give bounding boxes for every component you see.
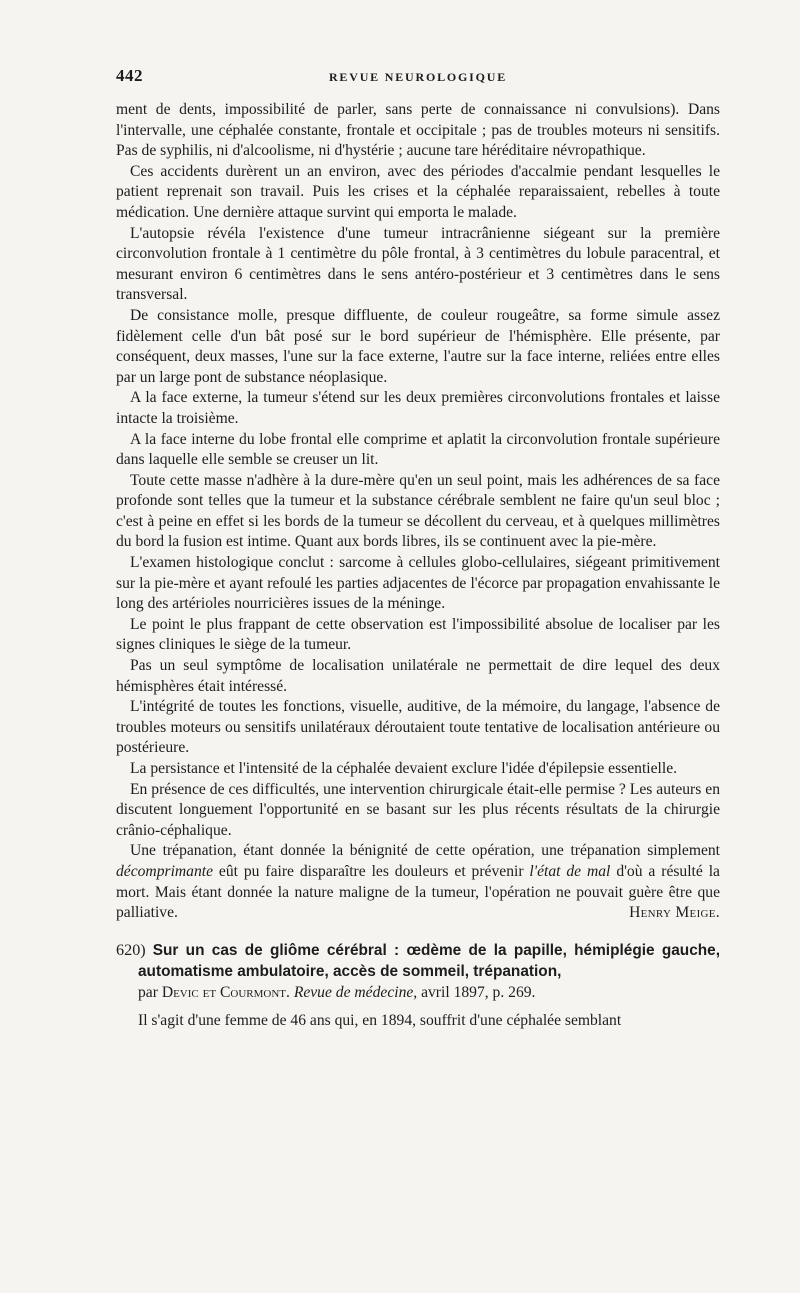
text-run: d'où a résulté la mort. Mais étant donnée la nature maligne de la tumeur, l'opération ne pouvait guère être que palliative. (116, 862, 720, 922)
author-signature: Henry Meige. (629, 904, 720, 922)
page-header (116, 66, 720, 90)
paragraph: L'autopsie révéla l'existence d'une tumeur intracrânienne siégeant sur la première circonvolution frontale à 1 centimètre du pôle frontal, à 3 centimètres du lobule paracentral, et mesurant environ 6 centimètres dans le sens antéro-postérieur et 3 centimètres dans le sens transversal. (116, 224, 720, 304)
by-word: par (138, 983, 158, 1001)
paragraph: En présence de ces difficultés, une intervention chirurgicale était-elle permise ? Les auteurs en discutent longuement l'opportunité en se basant sur les plus récents résultats de la chirurgie crânio-céphalique. (116, 780, 720, 839)
paragraph: L'examen histologique conclut : sarcome à cellules globo-cellulaires, siégeant primitivement sur la pie-mère et ayant refoulé les parties adjacentes de l'écorce par propagation envahissante le long des artérioles nourricières issues de la méninge. (116, 554, 720, 613)
entry-heading (116, 940, 720, 1003)
italic-term: décomprimante (116, 862, 214, 880)
paragraph: La persistance et l'intensité de la céphalée devaient exclure l'idée d'épilepsie essentielle. (130, 760, 678, 777)
paragraph: Le point le plus frappant de cette observation est l'impossibilité absolue de localiser par les signes cliniques le siège de la tumeur. (116, 615, 720, 654)
paragraph: ment de dents, impossibilité de parler, sans perte de connaissance ni convulsions). Dans l'intervalle, une céphalée constante, frontale et occipitale ; pas de troubles moteurs ni sensitifs. Pas de syphilis, ni d'alcoolisme, ni d'hystérie ; aucune tare héréditaire névropathique. (116, 101, 720, 160)
entry-number: 620) (116, 940, 146, 959)
entry-citation: avril 1897, p. 269. (421, 983, 536, 1001)
body-text (116, 100, 720, 1031)
paragraph: Ces accidents durèrent un an environ, avec des périodes d'accalmie pendant lesquelles le patient reprenait son travail. Puis les crises et la céphalée reparaissaient, rebelles à toute médication. Une dernière attaque survint qui emporta le malade. (116, 162, 720, 221)
text-run: eût pu faire disparaître les douleurs et prévenir (213, 862, 530, 880)
paragraph: De consistance molle, presque diffluente, de couleur rougeâtre, sa forme simule assez fidèlement celle d'un bât posé sur le bord supérieur de l'hémisphère. Elle présente, par conséquent, deux masses, l'une sur la face externe, l'autre sur la face interne, reliées entre elles par un large pont de substance néoplasique. (116, 306, 720, 386)
running-head: REVUE NEUROLOGIQUE (328, 70, 508, 84)
closing-paragraph (116, 841, 720, 923)
entry-first-line: Il s'agit d'une femme de 46 ans qui, en 1894, souffrit d'une céphalée semblant (138, 1011, 622, 1029)
bibliographic-entry (116, 940, 720, 1032)
paragraph: L'intégrité de toutes les fonctions, visuelle, auditive, de la mémoire, du langage, l'absence de troubles moteurs ou sensitifs unilatéraux déroutaient toute tentative de localisation antérieure ou postérieure. (116, 698, 720, 757)
text-run: Une trépanation, étant donnée la bénignité de cette opération, une trépanation simplement (130, 842, 720, 860)
page-number: 442 (116, 66, 143, 85)
entry-byline (138, 984, 535, 1001)
entry-title: Sur un cas de gliôme cérébral : œdème de la papille, hémiplégie gauche, automatisme ambulatoire, accès de sommeil, trépanation, (138, 941, 720, 980)
paragraph: A la face externe, la tumeur s'étend sur les deux premières circonvolutions frontales et laisse intacte la troisième. (116, 389, 720, 427)
paragraph: A la face interne du lobe frontal elle comprime et aplatit la circonvolution frontale supérieure dans laquelle elle semble se creuser un lit. (116, 430, 720, 469)
paragraph: Pas un seul symptôme de localisation unilatérale ne permettait de dire lequel des deux hémisphères était intéressé. (116, 657, 720, 695)
paragraph: Toute cette masse n'adhère à la dure-mère qu'en un seul point, mais les adhérences de sa face profonde sont telles que la tumeur et la substance cérébrale semblent ne faire qu'un seul bloc ; c'est à peine en effet si les bords de la tumeur se décollent du cerveau, et à quelques millimètres du bord la fusion est intime. Quant aux bords libres, ils se continuent avec la pie-mère. (116, 471, 720, 551)
italic-term: l'état de mal (529, 862, 611, 880)
entry-journal: Revue de médecine, (293, 983, 418, 1001)
entry-authors: Devic et Courmont. (161, 983, 290, 1001)
